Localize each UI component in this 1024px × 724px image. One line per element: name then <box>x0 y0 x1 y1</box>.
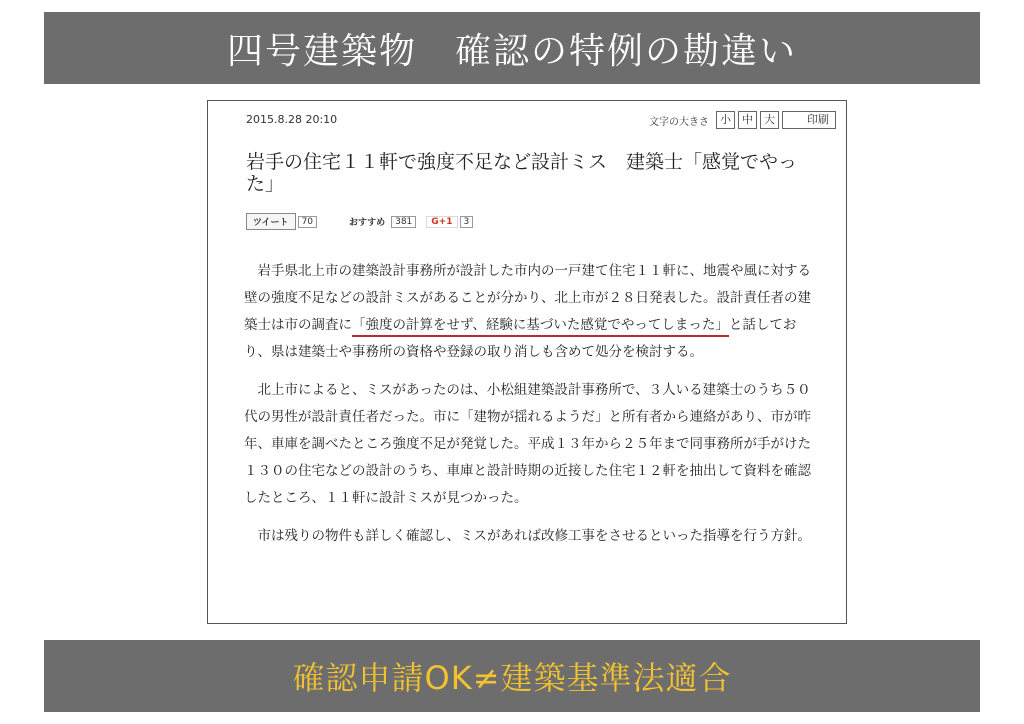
article-paragraph <box>244 258 820 366</box>
paragraph-text: 岩手県北上市の建築設計事務所が設計した市内の一戸建て住宅１１軒に、地震や風に対する壁の強度不足などの設計ミスがあることが分かり、北上市が２８日発表した。設計責任者の建築士は市の調査に <box>244 263 811 333</box>
google-plus-count: 3 <box>460 216 474 228</box>
font-size-label: 文字の大きさ <box>649 116 709 128</box>
news-article-clip <box>207 100 847 624</box>
article-headline: 岩手の住宅１１軒で強度不足など設計ミス 建築士「感覚でやった」 <box>246 151 798 195</box>
tweet-count: 70 <box>298 216 317 228</box>
print-button[interactable]: 印刷 <box>782 111 836 129</box>
google-plus-button[interactable]: G+1 <box>426 216 457 228</box>
recommend-count: 381 <box>391 216 416 228</box>
font-size-large-button[interactable]: 大 <box>760 111 779 129</box>
tweet-button[interactable]: ツイート <box>246 213 296 230</box>
article-meta-row <box>246 111 836 135</box>
subtitle-banner <box>44 640 980 712</box>
title-banner <box>44 12 980 84</box>
slide-subtitle: 確認申請OK≠建築基準法適合 <box>292 659 732 697</box>
social-share-bar <box>246 213 473 230</box>
article-paragraph: 北上市によると、ミスがあったのは、小松組建築設計事務所で、３人いる建築士のうち５０代の男性が設計責任者だった。市に「建物が揺れるようだ」と所有者から連絡があり、市が昨年、車庫を調べたところ強度不足が発覚した。平成１３年から２５年まで同事務所が手がけた１３０の住宅などの設計のうち、車庫と設計時期の近接した住宅１２軒を抽出して資料を確認したところ、１１軒に設計ミスが見つかった。 <box>244 382 811 506</box>
underlined-quote: 「強度の計算をせず、経験に基づいた感覚でやってしまった」 <box>352 317 729 337</box>
article-body <box>244 258 820 561</box>
article-paragraph: 市は残りの物件も詳しく確認し、ミスがあれば改修工事をさせるといった指導を行う方針。 <box>257 528 811 544</box>
font-size-medium-button[interactable]: 中 <box>738 111 757 129</box>
font-size-small-button[interactable]: 小 <box>716 111 735 129</box>
paragraph-text: と話しており、県は建築士や事務所の資格や登録の取り消しも含めて処分を検討する。 <box>244 317 797 360</box>
slide-title: 四号建築物 確認の特例の勘違い <box>226 30 797 72</box>
font-size-controls <box>649 111 836 129</box>
recommend-label[interactable]: おすすめ <box>349 218 386 228</box>
article-date: 2015.8.28 20:10 <box>246 113 338 126</box>
